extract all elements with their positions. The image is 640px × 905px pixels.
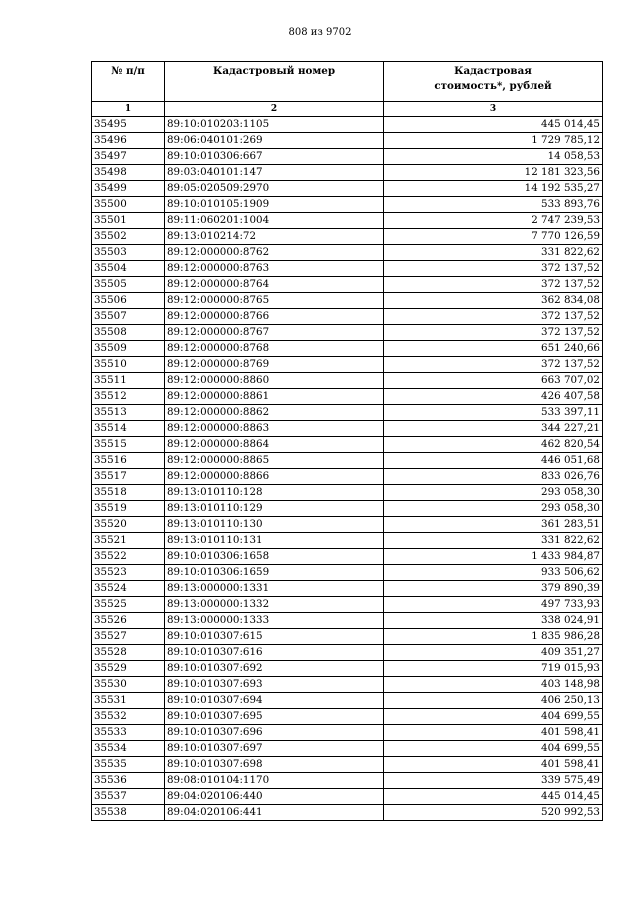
cadastral-number-cell: 89:13:000000:1331 [165, 581, 384, 597]
cadastral-number-cell: 89:10:010307:698 [165, 757, 384, 773]
cadastral-value-cell: 361 283,51 [384, 517, 603, 533]
cadastral-value-cell: 406 250,13 [384, 693, 603, 709]
cadastral-value-cell: 2 747 239,53 [384, 213, 603, 229]
cadastral-number-cell: 89:08:010104:1170 [165, 773, 384, 789]
cadastral-number-cell: 89:10:010306:1659 [165, 565, 384, 581]
cadastral-number-cell: 89:11:060201:1004 [165, 213, 384, 229]
row-number-cell: 35514 [92, 421, 165, 437]
table-row [92, 405, 603, 421]
cadastral-number-cell: 89:10:010203:1105 [165, 117, 384, 133]
row-number-cell: 35527 [92, 629, 165, 645]
row-number-cell: 35504 [92, 261, 165, 277]
cadastral-value-cell: 497 733,93 [384, 597, 603, 613]
row-number-cell: 35537 [92, 789, 165, 805]
cadastral-number-cell: 89:13:010110:129 [165, 501, 384, 517]
cadastral-number-cell: 89:13:010214:72 [165, 229, 384, 245]
table-row [92, 597, 603, 613]
row-number-cell: 35521 [92, 533, 165, 549]
cadastral-value-cell: 362 834,08 [384, 293, 603, 309]
table-row [92, 629, 603, 645]
cadastral-value-cell: 833 026,76 [384, 469, 603, 485]
cadastral-number-cell: 89:13:010110:131 [165, 533, 384, 549]
cadastral-value-cell: 462 820,54 [384, 437, 603, 453]
table-body [92, 117, 603, 821]
column-number-1: 1 [92, 102, 165, 117]
table-row [92, 565, 603, 581]
cadastral-number-cell: 89:12:000000:8866 [165, 469, 384, 485]
column-number-2: 2 [165, 102, 384, 117]
table-row [92, 693, 603, 709]
row-number-cell: 35515 [92, 437, 165, 453]
row-number-cell: 35511 [92, 373, 165, 389]
cadastral-number-cell: 89:10:010306:667 [165, 149, 384, 165]
cadastral-number-cell: 89:12:000000:8861 [165, 389, 384, 405]
cadastral-number-cell: 89:06:040101:269 [165, 133, 384, 149]
cadastral-number-cell: 89:04:020106:441 [165, 805, 384, 821]
table-row [92, 581, 603, 597]
cadastral-value-cell: 404 699,55 [384, 741, 603, 757]
cadastral-number-cell: 89:12:000000:8765 [165, 293, 384, 309]
table-row [92, 453, 603, 469]
table-row [92, 645, 603, 661]
row-number-cell: 35522 [92, 549, 165, 565]
row-number-cell: 35495 [92, 117, 165, 133]
row-number-cell: 35535 [92, 757, 165, 773]
cadastral-value-cell: 331 822,62 [384, 533, 603, 549]
cadastral-number-cell: 89:03:040101:147 [165, 165, 384, 181]
cadastral-number-cell: 89:12:000000:8865 [165, 453, 384, 469]
table-row [92, 165, 603, 181]
cadastral-number-cell: 89:13:010110:128 [165, 485, 384, 501]
table-row [92, 293, 603, 309]
row-number-cell: 35538 [92, 805, 165, 821]
cadastral-number-cell: 89:10:010306:1658 [165, 549, 384, 565]
row-number-cell: 35499 [92, 181, 165, 197]
cadastral-value-cell: 409 351,27 [384, 645, 603, 661]
row-number-cell: 35496 [92, 133, 165, 149]
cadastral-value-cell: 372 137,52 [384, 325, 603, 341]
cadastral-number-cell: 89:12:000000:8763 [165, 261, 384, 277]
cadastral-number-cell: 89:10:010105:1909 [165, 197, 384, 213]
row-number-cell: 35524 [92, 581, 165, 597]
table-row [92, 389, 603, 405]
row-number-cell: 35503 [92, 245, 165, 261]
table-row [92, 789, 603, 805]
cadastral-value-cell: 426 407,58 [384, 389, 603, 405]
row-number-cell: 35525 [92, 597, 165, 613]
page-counter: 808 из 9702 [288, 27, 352, 38]
table-row [92, 373, 603, 389]
table-row [92, 325, 603, 341]
cadastral-number-cell: 89:12:000000:8860 [165, 373, 384, 389]
cadastral-value-cell: 533 397,11 [384, 405, 603, 421]
cadastral-value-cell: 445 014,45 [384, 789, 603, 805]
row-number-cell: 35528 [92, 645, 165, 661]
row-number-cell: 35530 [92, 677, 165, 693]
cadastral-number-cell: 89:05:020509:2970 [165, 181, 384, 197]
row-number-cell: 35519 [92, 501, 165, 517]
row-number-cell: 35509 [92, 341, 165, 357]
row-number-cell: 35510 [92, 357, 165, 373]
table-header-row [92, 62, 603, 102]
column-header-cadastral-value [384, 62, 603, 102]
table-row [92, 517, 603, 533]
table-row [92, 773, 603, 789]
cadastral-value-cell: 663 707,02 [384, 373, 603, 389]
table-row [92, 677, 603, 693]
cadastral-value-cell: 293 058,30 [384, 485, 603, 501]
cadastral-value-table [91, 61, 603, 821]
table-row [92, 149, 603, 165]
table-row [92, 501, 603, 517]
table-row [92, 421, 603, 437]
table-row [92, 741, 603, 757]
row-number-cell: 35502 [92, 229, 165, 245]
cadastral-value-cell: 7 770 126,59 [384, 229, 603, 245]
table-row [92, 549, 603, 565]
table-row [92, 533, 603, 549]
row-number-cell: 35536 [92, 773, 165, 789]
table-row [92, 469, 603, 485]
cadastral-value-cell: 933 506,62 [384, 565, 603, 581]
row-number-cell: 35529 [92, 661, 165, 677]
row-number-cell: 35506 [92, 293, 165, 309]
cadastral-number-cell: 89:12:000000:8862 [165, 405, 384, 421]
table-row [92, 277, 603, 293]
table-row [92, 709, 603, 725]
row-number-cell: 35500 [92, 197, 165, 213]
cadastral-value-cell: 401 598,41 [384, 757, 603, 773]
table-row [92, 229, 603, 245]
table-row [92, 805, 603, 821]
table-row [92, 117, 603, 133]
row-number-cell: 35534 [92, 741, 165, 757]
cadastral-value-cell: 12 181 323,56 [384, 165, 603, 181]
cadastral-number-cell: 89:13:010110:130 [165, 517, 384, 533]
column-header-number: № п/п [92, 62, 165, 102]
row-number-cell: 35512 [92, 389, 165, 405]
row-number-cell: 35526 [92, 613, 165, 629]
table-row [92, 261, 603, 277]
table-row [92, 357, 603, 373]
table-row [92, 181, 603, 197]
row-number-cell: 35517 [92, 469, 165, 485]
table-row [92, 437, 603, 453]
cadastral-number-cell: 89:12:000000:8769 [165, 357, 384, 373]
cadastral-value-cell: 404 699,55 [384, 709, 603, 725]
cadastral-value-cell: 372 137,52 [384, 309, 603, 325]
row-number-cell: 35497 [92, 149, 165, 165]
cadastral-number-cell: 89:10:010307:692 [165, 661, 384, 677]
table-row [92, 309, 603, 325]
cadastral-number-cell: 89:13:000000:1333 [165, 613, 384, 629]
table-row [92, 245, 603, 261]
cadastral-number-cell: 89:10:010307:615 [165, 629, 384, 645]
table-row [92, 133, 603, 149]
row-number-cell: 35508 [92, 325, 165, 341]
cadastral-value-cell: 372 137,52 [384, 277, 603, 293]
row-number-cell: 35505 [92, 277, 165, 293]
cadastral-value-cell: 520 992,53 [384, 805, 603, 821]
row-number-cell: 35513 [92, 405, 165, 421]
row-number-cell: 35532 [92, 709, 165, 725]
table-row [92, 485, 603, 501]
row-number-cell: 35523 [92, 565, 165, 581]
cadastral-number-cell: 89:10:010307:697 [165, 741, 384, 757]
cadastral-value-cell: 1 729 785,12 [384, 133, 603, 149]
column-header-cadastral-value-text: Кадастровая стоимость*, рублей [434, 65, 552, 92]
row-number-cell: 35498 [92, 165, 165, 181]
cadastral-value-cell: 446 051,68 [384, 453, 603, 469]
column-header-cadastral-number: Кадастровый номер [165, 62, 384, 102]
cadastral-number-cell: 89:12:000000:8764 [165, 277, 384, 293]
cadastral-number-cell: 89:10:010307:696 [165, 725, 384, 741]
cadastral-number-cell: 89:10:010307:695 [165, 709, 384, 725]
row-number-cell: 35501 [92, 213, 165, 229]
cadastral-value-cell: 14 192 535,27 [384, 181, 603, 197]
column-number-3: 3 [384, 102, 603, 117]
cadastral-number-cell: 89:10:010307:693 [165, 677, 384, 693]
cadastral-value-cell: 372 137,52 [384, 261, 603, 277]
table-row [92, 661, 603, 677]
table-row [92, 197, 603, 213]
cadastral-value-cell: 719 015,93 [384, 661, 603, 677]
cadastral-number-cell: 89:12:000000:8766 [165, 309, 384, 325]
cadastral-number-cell: 89:10:010307:616 [165, 645, 384, 661]
cadastral-number-cell: 89:04:020106:440 [165, 789, 384, 805]
cadastral-number-cell: 89:12:000000:8767 [165, 325, 384, 341]
cadastral-value-cell: 445 014,45 [384, 117, 603, 133]
cadastral-value-cell: 339 575,49 [384, 773, 603, 789]
row-number-cell: 35507 [92, 309, 165, 325]
row-number-cell: 35516 [92, 453, 165, 469]
cadastral-number-cell: 89:13:000000:1332 [165, 597, 384, 613]
table-row [92, 757, 603, 773]
cadastral-value-cell: 293 058,30 [384, 501, 603, 517]
cadastral-number-cell: 89:12:000000:8864 [165, 437, 384, 453]
table-row [92, 725, 603, 741]
table-row [92, 341, 603, 357]
cadastral-number-cell: 89:12:000000:8863 [165, 421, 384, 437]
cadastral-value-cell: 533 893,76 [384, 197, 603, 213]
row-number-cell: 35533 [92, 725, 165, 741]
cadastral-number-cell: 89:10:010307:694 [165, 693, 384, 709]
table-row [92, 613, 603, 629]
table-column-number-row [92, 102, 603, 117]
cadastral-value-cell: 372 137,52 [384, 357, 603, 373]
cadastral-value-cell: 379 890,39 [384, 581, 603, 597]
cadastral-number-cell: 89:12:000000:8768 [165, 341, 384, 357]
cadastral-value-cell: 338 024,91 [384, 613, 603, 629]
table-row [92, 213, 603, 229]
cadastral-value-cell: 331 822,62 [384, 245, 603, 261]
row-number-cell: 35531 [92, 693, 165, 709]
cadastral-value-cell: 1 835 986,28 [384, 629, 603, 645]
cadastral-value-cell: 14 058,53 [384, 149, 603, 165]
cadastral-value-cell: 1 433 984,87 [384, 549, 603, 565]
cadastral-value-cell: 401 598,41 [384, 725, 603, 741]
cadastral-value-cell: 651 240,66 [384, 341, 603, 357]
cadastral-number-cell: 89:12:000000:8762 [165, 245, 384, 261]
cadastral-value-cell: 344 227,21 [384, 421, 603, 437]
row-number-cell: 35520 [92, 517, 165, 533]
cadastral-value-cell: 403 148,98 [384, 677, 603, 693]
row-number-cell: 35518 [92, 485, 165, 501]
